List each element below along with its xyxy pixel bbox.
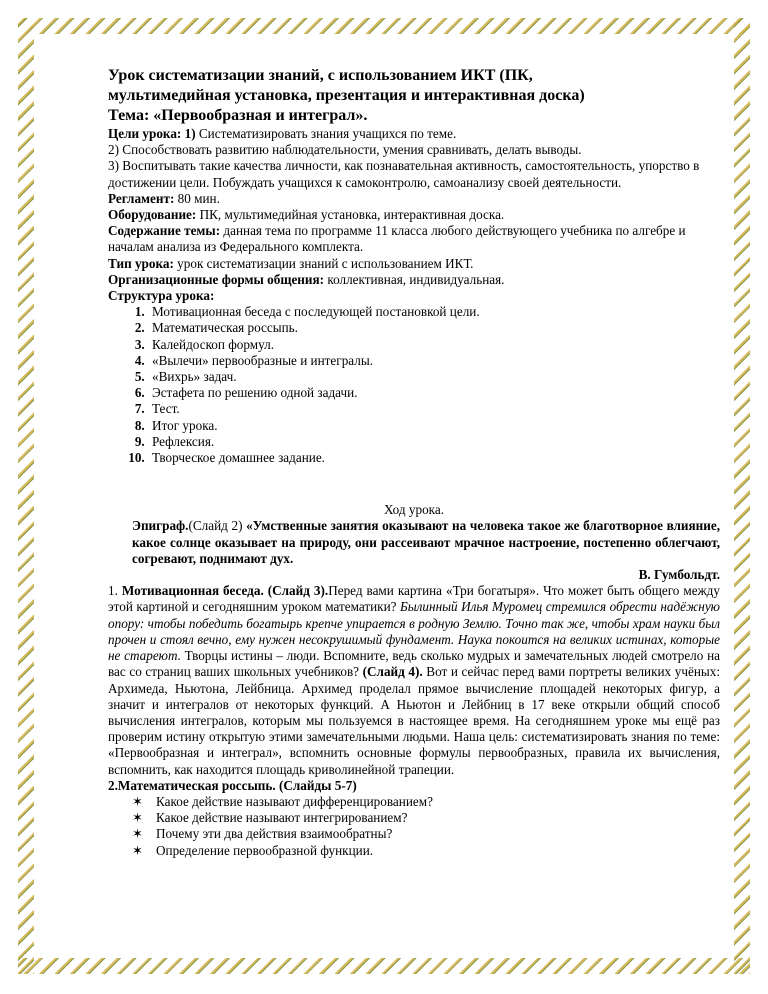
- star-bullet-icon: ✶: [132, 793, 144, 809]
- question-text: Какое действие называют дифференцированием?: [156, 793, 433, 809]
- equipment-label: Оборудование:: [108, 207, 197, 223]
- forms-value: коллективная, индивидуальная.: [324, 271, 505, 287]
- epigraph: [132, 518, 720, 567]
- goals-item-3: 3) Воспитывать такие качества личности, как познавательная активность, самостоятельность, упорство в достижении цели. Побуждать учащихся к самоконтролю, самоанализу своей деятельности.: [108, 158, 700, 190]
- reglament-line: [108, 191, 720, 207]
- type-label: Тип урока:: [108, 255, 174, 271]
- decorative-border-left: [18, 18, 34, 974]
- title-line-2: мультимедийная установка, презентация и интерактивная доска): [108, 87, 585, 104]
- epigraph-author: В. Гумбольдт.: [638, 567, 720, 583]
- goals-item-1: Систематизировать знания учащихся по теме.: [195, 126, 457, 141]
- content-value: данная тема по программе 11 класса любого действующего учебника по алгебре и началам анализа из Федерального комплекта.: [108, 223, 686, 255]
- star-bullet-icon: ✶: [132, 810, 144, 826]
- decorative-border-top: [18, 18, 750, 34]
- list-item: 7. Тест.: [148, 401, 720, 417]
- lesson-heading: Ход урока.: [383, 502, 445, 518]
- epigraph-label: Эпиграф.: [132, 518, 189, 534]
- decorative-border-bottom: [18, 958, 750, 974]
- reglament-label: Регламент:: [108, 190, 175, 206]
- question-text: Какое действие называют интегрированием?: [156, 810, 408, 826]
- epigraph-text: «Умственные занятия оказывают на человека такое же благотворное влияние, какое солнце оказывает на природу, они рассеивают мрачное настроение, постепенно облегчают, согревают, поднимают дух.: [132, 518, 720, 566]
- epigraph-slide: (Слайд 2): [188, 518, 243, 534]
- document-body: [108, 66, 720, 859]
- section-1-slide-2: (Слайд 4).: [362, 664, 423, 680]
- equipment-value: ПК, мультимедийная установка, интерактивная доска.: [196, 207, 505, 223]
- list-item: [132, 794, 720, 810]
- list-item: 5. «Вихрь» задач.: [148, 369, 720, 385]
- list-item: 9. Рефлексия.: [148, 434, 720, 450]
- list-item: [132, 826, 720, 842]
- section-2-title: 2.Математическая россыпь.: [108, 777, 276, 793]
- section-1-text-c: Вот и сейчас перед вами портреты великих учёных: Архимеда, Ньютона, Лейбница. Архимед проделал прямое вычисление площадей некоторых фигур, а значит и интегралов от некоторых функций. А Ньютон и Лейбниц в 17 веке открыли общий способ вычисления интегралов, которым мы пользуемся в настоящее время. На сегодняшнем уроке мы ещё раз проверим истину открытую этими замечательными людьми. Наша цель: систематизировать знания по теме: «Первообразная и интеграл», вспомнить основные формулы первообразных, правила их вычисления, вспомнить, как находится площадь криволинейной трапеции.: [108, 664, 720, 777]
- star-bullet-icon: ✶: [132, 842, 144, 858]
- section-1: [108, 583, 720, 777]
- section-1-text-a: Перед вами картина «Три богатыря». Что может быть общего между этой картиной и сегодняшним уроком математики?: [108, 583, 720, 615]
- section-1-num: 1.: [108, 583, 122, 599]
- forms-line: [108, 272, 720, 288]
- content-line: [108, 223, 720, 255]
- section-1-slide: (Слайд 3).: [263, 583, 329, 599]
- structure-list: [108, 304, 720, 466]
- forms-label: Организационные формы общения:: [108, 271, 325, 287]
- section-2-heading: [108, 778, 720, 794]
- section-1-title: Мотивационная беседа.: [121, 583, 264, 599]
- goals-item-2: 2) Способствовать развитию наблюдательности, умения сравнивать, делать выводы.: [108, 142, 582, 158]
- list-item: [132, 810, 720, 826]
- list-item: 4. «Вылечи» первообразные и интегралы.: [148, 353, 720, 369]
- title-line-1: Урок систематизации знаний, с использованием ИКТ (ПК,: [108, 67, 533, 84]
- content-label: Содержание темы:: [108, 223, 221, 239]
- equipment-line: [108, 207, 720, 223]
- structure-heading: Структура урока:: [108, 288, 215, 304]
- section-1-text-b: Творцы истины – люди. Вспомните, ведь сколько мудрых и замечательных людей смотрело на вас со страниц ваших школьных учебников?: [108, 648, 720, 680]
- question-text: Почему эти два действия взаимообратны?: [156, 826, 393, 842]
- decorative-border-right: [734, 18, 750, 974]
- reglament-value: 80 мин.: [174, 190, 220, 206]
- list-item: 2. Математическая россыпь.: [148, 320, 720, 336]
- list-item: 6. Эстафета по решению одной задачи.: [148, 385, 720, 401]
- goals-label: Цели урока: 1): [108, 126, 196, 141]
- type-value: урок систематизации знаний с использованием ИКТ.: [173, 255, 474, 271]
- question-text: Определение первообразной функции.: [156, 842, 374, 858]
- star-bullet-icon: ✶: [132, 826, 144, 842]
- section-2-slide: (Слайды 5-7): [275, 777, 357, 793]
- list-item: 8. Итог урока.: [148, 418, 720, 434]
- question-list: [108, 794, 720, 859]
- spacer: [108, 466, 720, 502]
- type-line: [108, 256, 720, 272]
- list-item: 3. Калейдоскоп формул.: [148, 337, 720, 353]
- section-1-italic: Былинный Илья Муромец стремился обрести надёжную опору: чтобы победить богатырь крепче упирается в родную Землю. Точно так же, чтобы храм науки был прочен и стоял вечно, ему нужен несокрушимый фундамент. Наука покоится на великих истинах, которые не стареют.: [108, 599, 720, 664]
- list-item: [132, 843, 720, 859]
- goals-line-1: [108, 126, 720, 142]
- list-item: 1. Мотивационная беседа с последующей постановкой цели.: [148, 304, 720, 320]
- list-item: 10. Творческое домашнее задание.: [148, 450, 720, 466]
- title-line-3: Тема: «Первообразная и интеграл».: [108, 107, 368, 124]
